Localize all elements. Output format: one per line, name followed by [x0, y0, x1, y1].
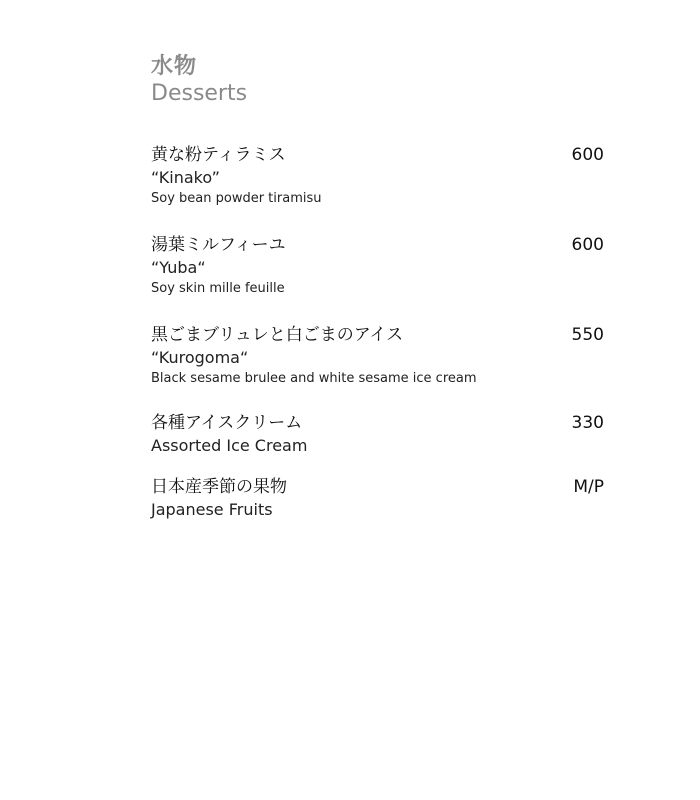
menu-item	[151, 323, 604, 388]
menu-item	[151, 475, 604, 521]
section-title-jp: 水物	[151, 54, 198, 79]
item-name-en: “Kurogoma“	[151, 348, 249, 367]
menu-item	[151, 143, 604, 208]
item-name-en: Japanese Fruits	[151, 500, 273, 519]
item-name-en: Assorted Ice Cream	[151, 436, 308, 455]
item-price: 550	[571, 325, 604, 345]
item-name-jp: 黄な粉ティラミス	[151, 145, 286, 165]
item-price: 600	[571, 235, 604, 255]
item-price: 330	[571, 413, 604, 433]
item-description: Black sesame brulee and white sesame ice cream	[151, 371, 477, 386]
menu-item	[151, 233, 604, 298]
item-price: M/P	[573, 477, 604, 497]
menu-item	[151, 411, 604, 457]
section-header	[151, 53, 247, 107]
item-price: 600	[571, 145, 604, 165]
item-description: Soy bean powder tiramisu	[151, 191, 322, 206]
item-name-jp: 湯葉ミルフィーユ	[151, 235, 286, 255]
item-description: Soy skin mille feuille	[151, 281, 285, 296]
item-name-en: “Yuba“	[151, 258, 206, 277]
item-name-jp: 日本産季節の果物	[151, 477, 287, 497]
item-name-jp: 各種アイスクリーム	[151, 413, 303, 433]
section-title-en: Desserts	[151, 81, 248, 106]
item-name-en: “Kinako”	[151, 168, 220, 187]
item-name-jp: 黒ごまブリュレと白ごまのアイス	[151, 325, 404, 345]
